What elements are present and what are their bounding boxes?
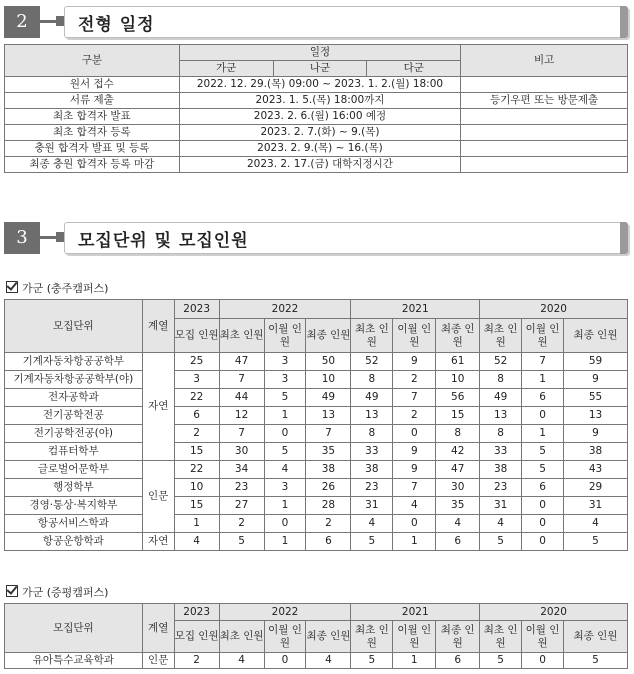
value-cell: 3 — [174, 371, 219, 389]
value-cell: 5 — [522, 461, 564, 479]
unit-cell: 글로벌어문학부 — [5, 461, 143, 479]
value-cell: 34 — [219, 461, 264, 479]
col-nagun: 나군 — [273, 61, 367, 77]
value-cell: 10 — [306, 371, 351, 389]
value-cell: 25 — [174, 353, 219, 371]
value-cell: 5 — [564, 533, 628, 551]
recruit-table-b: 모집단위 계열 2023 2022 2021 2020 모집 인원 최초 인원 이월 인원 최종 인원 최초 인원 이월 인원 최종 인원 최초 인원 이월 인원 최종 인원 유아특수교육학과 인문 2 4 0 4 5 1 6 5 0 5 — [4, 603, 628, 669]
value-cell: 22 — [174, 389, 219, 407]
table-row: 최초 합격자 발표 2023. 2. 6.(월) 16:00 예정 — [5, 109, 628, 125]
value-cell: 5 — [219, 533, 264, 551]
value-cell: 38 — [564, 443, 628, 461]
table-row — [5, 461, 628, 479]
value-cell: 44 — [219, 389, 264, 407]
campus-a-label: 가군 (충주캠퍼스) — [6, 280, 108, 296]
table-row: 최종 충원 합격자 등록 마감 2023. 2. 17.(금) 대학지정시간 — [5, 157, 628, 173]
value-cell: 0 — [522, 533, 564, 551]
value-cell: 15 — [174, 443, 219, 461]
value-cell: 23 — [219, 479, 264, 497]
value-cell: 3 — [264, 479, 306, 497]
value-cell: 2 — [393, 371, 436, 389]
value-cell: 4 — [564, 515, 628, 533]
table-row — [5, 443, 628, 461]
value-cell: 7 — [219, 425, 264, 443]
value-cell: 31 — [480, 497, 522, 515]
value-cell: 1 — [264, 407, 306, 425]
value-cell: 43 — [564, 461, 628, 479]
value-cell: 1 — [522, 425, 564, 443]
value-cell: 10 — [174, 479, 219, 497]
unit-cell: 경영·통상·복지학부 — [5, 497, 143, 515]
unit-cell: 기계자동차항공공학부(야) — [5, 371, 143, 389]
table-row — [5, 497, 628, 515]
value-cell: 0 — [393, 425, 436, 443]
value-cell: 10 — [436, 371, 480, 389]
value-cell: 5 — [264, 389, 306, 407]
track-cell: 인문 — [142, 653, 174, 669]
col-unit: 모집단위 — [5, 300, 143, 353]
value-cell: 8 — [436, 425, 480, 443]
unit-cell: 항공서비스학과 — [5, 515, 143, 533]
value-cell: 2 — [219, 515, 264, 533]
value-cell: 4 — [306, 653, 351, 669]
table-row — [5, 407, 628, 425]
value-cell: 8 — [480, 425, 522, 443]
value-cell: 15 — [174, 497, 219, 515]
value-cell: 8 — [351, 371, 393, 389]
value-cell: 2 — [174, 425, 219, 443]
value-cell: 38 — [480, 461, 522, 479]
value-cell: 0 — [522, 407, 564, 425]
value-cell: 4 — [393, 497, 436, 515]
year-2022: 2022 — [219, 300, 351, 319]
table-row: 원서 접수 2022. 12. 29.(목) 09:00 ~ 2023. 1. 2.(월) 18:00 — [5, 77, 628, 93]
value-cell: 1 — [174, 515, 219, 533]
table-row — [5, 371, 628, 389]
col-track: 계열 — [142, 300, 174, 353]
checkbox-icon — [6, 281, 18, 293]
value-cell: 6 — [436, 653, 480, 669]
value-cell: 38 — [351, 461, 393, 479]
unit-cell: 행정학부 — [5, 479, 143, 497]
value-cell: 1 — [264, 533, 306, 551]
value-cell: 5 — [351, 533, 393, 551]
value-cell: 13 — [480, 407, 522, 425]
value-cell: 13 — [306, 407, 351, 425]
value-cell: 3 — [264, 371, 306, 389]
col-bigo: 비고 — [461, 45, 628, 77]
value-cell: 29 — [564, 479, 628, 497]
value-cell: 47 — [219, 353, 264, 371]
value-cell: 33 — [480, 443, 522, 461]
value-cell: 9 — [564, 425, 628, 443]
value-cell: 4 — [351, 515, 393, 533]
section-3-header — [4, 222, 628, 258]
value-cell: 26 — [306, 479, 351, 497]
value-cell: 5 — [522, 443, 564, 461]
value-cell: 38 — [306, 461, 351, 479]
value-cell: 35 — [436, 497, 480, 515]
unit-cell: 항공운항학과 — [5, 533, 143, 551]
value-cell: 42 — [436, 443, 480, 461]
value-cell: 7 — [522, 353, 564, 371]
value-cell: 31 — [351, 497, 393, 515]
value-cell: 0 — [522, 497, 564, 515]
value-cell: 49 — [351, 389, 393, 407]
value-cell: 3 — [264, 353, 306, 371]
unit-cell: 전기공학전공 — [5, 407, 143, 425]
table-row: 충원 합격자 발표 및 등록 2023. 2. 9.(목) ~ 16.(목) — [5, 141, 628, 157]
table-row — [5, 353, 628, 371]
value-cell: 6 — [522, 389, 564, 407]
value-cell: 6 — [306, 533, 351, 551]
value-cell: 0 — [522, 653, 564, 669]
schedule-table — [4, 44, 628, 173]
value-cell: 4 — [264, 461, 306, 479]
value-cell: 5 — [264, 443, 306, 461]
value-cell: 33 — [351, 443, 393, 461]
unit-cell: 유아특수교육학과 — [5, 653, 143, 669]
value-cell: 30 — [436, 479, 480, 497]
value-cell: 15 — [436, 407, 480, 425]
section-number: 2 — [4, 6, 40, 38]
value-cell: 0 — [264, 653, 306, 669]
value-cell: 56 — [436, 389, 480, 407]
value-cell: 52 — [351, 353, 393, 371]
year-2020: 2020 — [480, 300, 628, 319]
value-cell: 5 — [480, 653, 522, 669]
value-cell: 13 — [351, 407, 393, 425]
col-gubun: 구분 — [5, 45, 180, 77]
value-cell: 28 — [306, 497, 351, 515]
value-cell: 9 — [393, 443, 436, 461]
value-cell: 2 — [306, 515, 351, 533]
value-cell: 8 — [351, 425, 393, 443]
track-cell: 자연 — [142, 353, 174, 461]
value-cell: 4 — [480, 515, 522, 533]
value-cell: 0 — [264, 425, 306, 443]
value-cell: 4 — [174, 533, 219, 551]
value-cell: 27 — [219, 497, 264, 515]
col-gagun: 가군 — [179, 61, 273, 77]
value-cell: 1 — [264, 497, 306, 515]
value-cell: 31 — [564, 497, 628, 515]
table-row — [5, 425, 628, 443]
unit-cell: 컴퓨터학부 — [5, 443, 143, 461]
unit-cell: 전자공학과 — [5, 389, 143, 407]
value-cell: 5 — [564, 653, 628, 669]
recruit-table-a: 모집단위 계열 2023 2022 2021 2020 모집 인원 최초 인원 이월 인원 최종 인원 최초 인원 이월 인원 최종 인원 최초 인원 이월 인원 최종 인원 기계자동차항공공학부 자연 25 47 3 50 52 9 61 52 7 59 기계자동차항공공학부(야) 3 7 3 10 8 2 10 8 1 9 전자공학과 22 44 5 49 49 7 56 49 6 55 전기공학전공 6 12 1 13 13 2 15 13 0 13 전기공학전공(야) 2 7 0 7 8 0 8 8 1 9 컴퓨터학부 15 30 5 35 33 9 42 33 5 38 글로벌어문학부 인문 22 34 4 38 38 9 47 38 5 43 행정학부 10 23 3 26 23 7 30 23 6 29 경영·통상·복지학부 15 27 1 28 31 4 35 31 0 31 항공서비스학과 1 2 0 2 4 0 4 4 0 4 항공운항학과 자연 4 5 1 6 5 1 6 5 0 5 — [4, 299, 628, 551]
value-cell: 7 — [219, 371, 264, 389]
value-cell: 7 — [393, 389, 436, 407]
value-cell: 22 — [174, 461, 219, 479]
unit-cell: 기계자동차항공공학부 — [5, 353, 143, 371]
value-cell: 0 — [522, 515, 564, 533]
value-cell: 55 — [564, 389, 628, 407]
section-2-header — [4, 6, 628, 42]
value-cell: 4 — [436, 515, 480, 533]
value-cell: 9 — [564, 371, 628, 389]
checkbox-icon — [6, 585, 18, 597]
value-cell: 6 — [522, 479, 564, 497]
value-cell: 61 — [436, 353, 480, 371]
value-cell: 13 — [564, 407, 628, 425]
value-cell: 5 — [480, 533, 522, 551]
value-cell: 12 — [219, 407, 264, 425]
col-unit: 모집단위 — [5, 604, 143, 653]
value-cell: 50 — [306, 353, 351, 371]
value-cell: 9 — [393, 461, 436, 479]
value-cell: 1 — [522, 371, 564, 389]
value-cell: 1 — [393, 533, 436, 551]
value-cell: 0 — [393, 515, 436, 533]
col-ilj: 일정 — [179, 45, 461, 61]
table-row — [5, 533, 628, 551]
value-cell: 23 — [351, 479, 393, 497]
col-track: 계열 — [142, 604, 174, 653]
table-row: 최초 합격자 등록 2023. 2. 7.(화) ~ 9.(목) — [5, 125, 628, 141]
value-cell: 4 — [219, 653, 264, 669]
year-2023: 2023 — [174, 300, 219, 319]
unit-cell: 전기공학전공(야) — [5, 425, 143, 443]
table-row — [5, 515, 628, 533]
connector-dot — [56, 16, 64, 26]
section-number: 3 — [4, 222, 40, 254]
section-title: 전형 일정 — [78, 15, 155, 35]
section-title: 모집단위 및 모집인원 — [78, 231, 249, 251]
value-cell: 7 — [306, 425, 351, 443]
campus-b-label: 가군 (증평캠퍼스) — [6, 584, 108, 600]
track-cell: 자연 — [142, 533, 174, 551]
value-cell: 59 — [564, 353, 628, 371]
value-cell: 47 — [436, 461, 480, 479]
value-cell: 52 — [480, 353, 522, 371]
value-cell: 8 — [480, 371, 522, 389]
value-cell: 2 — [393, 407, 436, 425]
value-cell: 6 — [174, 407, 219, 425]
value-cell: 23 — [480, 479, 522, 497]
table-row — [5, 653, 628, 669]
value-cell: 49 — [306, 389, 351, 407]
value-cell: 6 — [436, 533, 480, 551]
table-row — [5, 479, 628, 497]
value-cell: 0 — [264, 515, 306, 533]
value-cell: 2 — [174, 653, 219, 669]
value-cell: 7 — [393, 479, 436, 497]
value-cell: 1 — [393, 653, 436, 669]
track-cell: 인문 — [142, 461, 174, 533]
value-cell: 30 — [219, 443, 264, 461]
col-dagun: 다군 — [367, 61, 461, 77]
table-row: 서류 제출 2023. 1. 5.(목) 18:00까지 등기우편 또는 방문제출 — [5, 93, 628, 109]
table-row — [5, 389, 628, 407]
value-cell: 5 — [351, 653, 393, 669]
value-cell: 49 — [480, 389, 522, 407]
connector-dot — [56, 232, 64, 242]
value-cell: 35 — [306, 443, 351, 461]
year-2021: 2021 — [351, 300, 480, 319]
value-cell: 9 — [393, 353, 436, 371]
